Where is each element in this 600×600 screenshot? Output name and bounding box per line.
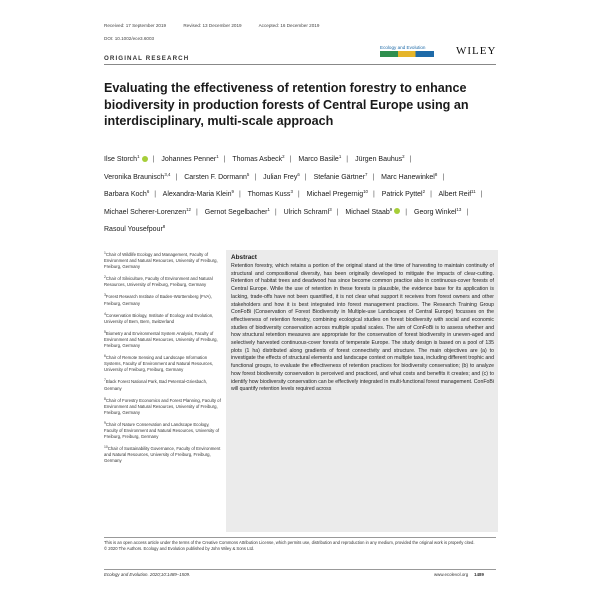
author-name[interactable]	[307, 191, 368, 198]
affiliation-text: Chair of Silviculture, Faculty of Environment and Natural Resources, University of Freiburg, Freiburg, Germany	[104, 276, 213, 288]
author-name-text: Jürgen Bauhus	[355, 156, 403, 163]
author-name-text: Julian Frey	[263, 173, 298, 181]
affiliation-number: 5	[104, 329, 106, 334]
author-separator: |	[372, 191, 375, 199]
author-name-text: Alexandra-Maria Klein	[162, 191, 232, 199]
author-separator: |	[223, 156, 226, 163]
author-name-text: Marc Hanewinkel	[381, 173, 435, 181]
author-separator: |	[238, 191, 241, 199]
affiliation-text: Chair of Remote Sensing and Landscape Information Systems, Faculty of Environment and Natural Resources, University of Freiburg, Freiburg, Germany	[104, 355, 214, 373]
author-affiliation-ref: 2	[402, 154, 405, 159]
affiliation-number: 3	[104, 293, 106, 298]
revised-date: Revised: 13 December 2019	[183, 23, 242, 28]
journal-reference: Ecology and Evolution. 2020;10:1489–1509.	[104, 572, 191, 577]
journal-url[interactable]: www.ecolevol.org	[434, 572, 469, 577]
author-name[interactable]	[163, 191, 234, 198]
author-name[interactable]	[345, 206, 400, 216]
author-separator: |	[346, 156, 349, 163]
author-name-text: Johannes Penner	[161, 156, 217, 163]
affiliation-number: 4	[104, 311, 106, 316]
author-name-text: Michael Scherer-Lorenzen	[104, 208, 187, 216]
author-affiliation-ref: 7	[364, 171, 368, 177]
author-affiliation-ref: 1	[137, 154, 140, 159]
affiliation-item	[104, 250, 221, 270]
author-name[interactable]	[104, 156, 148, 163]
abstract-box	[226, 250, 498, 532]
affiliation-text: Chair of Sustainability Governance, Faculty of Environment and Natural Resources, University of Freiburg, Freiburg, Germany	[104, 446, 221, 464]
author-affiliation-ref: 11	[471, 189, 476, 195]
journal-logo	[380, 45, 434, 57]
header-divider	[104, 64, 496, 65]
author-affiliation-ref: 8	[162, 224, 166, 230]
author-name-text: Ilse Storch	[104, 156, 138, 163]
author-separator: |	[430, 191, 432, 199]
author-separator: |	[442, 173, 445, 181]
author-name-text: Ulrich Schraml	[283, 208, 330, 216]
affiliation-item	[104, 420, 221, 440]
author-separator: |	[336, 208, 339, 216]
doi[interactable]: DOI: 10.1002/ece3.6003	[104, 36, 155, 41]
affiliation-item	[104, 292, 221, 306]
author-affiliation-ref: 3,4	[164, 171, 171, 177]
received-date: Received: 17 September 2019	[104, 23, 167, 28]
author-name[interactable]	[283, 206, 332, 216]
author-affiliation-ref: 1	[216, 154, 219, 159]
author-affiliation-ref: 10	[363, 189, 368, 195]
affiliation-number: 8	[104, 396, 106, 401]
affiliation-item	[104, 329, 221, 349]
author-name-text: Thomas Asbeck	[232, 156, 283, 163]
author-separator: |	[297, 191, 300, 199]
author-name[interactable]	[263, 171, 300, 181]
author-name[interactable]	[232, 156, 284, 163]
license-text: This is an open access article under the terms of the Creative Commons Attribution License, which permits use, distribution and reproduction in any medium, provided the original work is properly cited.	[104, 540, 475, 545]
affiliation-text: Forest Research Institute of Baden-Württemberg (FVA), Freiburg, Germany	[104, 294, 212, 306]
affiliation-item	[104, 396, 221, 416]
author-separator: |	[196, 208, 198, 216]
affiliation-text: Chair of Forestry Economics and Forest Planning, Faculty of Environment and Natural Resources, University of Freiburg, Freiburg, Germany	[104, 397, 221, 415]
footer-divider	[104, 569, 496, 570]
author-name-text: Georg Winkel	[414, 208, 457, 216]
article-title: Evaluating the effectiveness of retention forestry to enhance biodiversity in production forests of Central Europe using an interdisciplinary, multi-scale approach	[104, 81, 469, 128]
publication-dates	[104, 23, 335, 28]
author-name[interactable]	[104, 206, 191, 216]
copyright-text: © 2020 The Authors. Ecology and Evolution published by John Wiley & Sons Ltd.	[104, 545, 255, 551]
affiliation-number: 1	[104, 251, 106, 255]
author-separator: |	[274, 208, 277, 216]
author-name[interactable]	[414, 206, 462, 216]
author-affiliation-ref: 6	[146, 189, 150, 195]
author-affiliation-ref: 2	[422, 189, 426, 195]
author-name-text: Marco Basile	[298, 156, 339, 163]
affiliation-list	[104, 250, 221, 468]
affiliation-item	[104, 353, 221, 373]
author-affiliation-ref: 5	[246, 171, 250, 177]
author-name[interactable]	[438, 191, 475, 198]
author-affiliation-ref: 2	[282, 154, 285, 159]
affiliation-text: Chair of Wildlife Ecology and Management, Faculty of Environment and Natural Resources, University of Freiburg, Freiburg, Germany	[104, 252, 218, 270]
author-name-text: Thomas Kuss	[247, 191, 291, 199]
author-name[interactable]	[298, 156, 341, 163]
author-separator: |	[152, 156, 155, 163]
section-label: ORIGINAL RESEARCH	[104, 55, 190, 62]
affiliation-text: Biometry and Environmental System Analysis, Faculty of Environment and Natural Resources, University of Freiburg, Freiburg, Germany	[104, 330, 218, 349]
affiliation-number: 7	[104, 378, 106, 383]
author-name-text: Carsten F. Dormann	[184, 173, 247, 181]
orcid-icon[interactable]	[394, 208, 400, 214]
author-separator: |	[289, 156, 292, 163]
journal-logo-text: Ecology and Evolution	[380, 45, 426, 50]
author-separator: |	[409, 156, 412, 163]
orcid-icon[interactable]	[142, 156, 148, 162]
author-affiliation-ref: 8	[434, 171, 438, 177]
publisher-logo: WILEY	[456, 45, 497, 57]
affiliation-number: 6	[104, 354, 106, 359]
abstract-text: Retention forestry, which retains a portion of the original stand at the time of harvesting to maintain continuity of structural and compositional diversity, has been originally developed to mitigate the impacts of clear-cutting. Retention of habitat trees and deadwood has since become common practice also in continuous-cover forests of Central Europe. While the use of retention in these forests is plausible, the evidence base for its application is lacking, trade-offs have not been quantified, it is not clear what support it receives from forest owners and other stakeholders and how it is best integrated into forest management practices. The Research Training Group ConFoBi (Conservation of Forest Biodiversity in Multiple-use Landscapes of Central Europe) focusses on the effectiveness of retention forestry, combining ecological studies on forest biodiversity with social and economic studies of biodiversity conservation across multiple spatial scales. The aim of ConFoBi is to assess whether and how structural retention measures are appropriate for the conservation of forest biodiversity in uneven-aged and selectively harvested continuous-cover forests of temperate Europe. The study design is based on a pool of 135 plots (1 ha) distributed along gradients of forest connectivity and structure. The main objectives are (a) to investigate the effects of structural elements and landscape context on multiple taxa, including different trophic and functional groups, to evaluate the effectiveness of retention practices for biodiversity conservation; (b) to analyze how forest biodiversity conservation is perceived and practiced, and what costs and benefits it creates; and (c) to identify how biodiversity conservation can be effectively integrated in multi-functional forest management. ConFoBi will quantify retention levels required across	[231, 263, 494, 393]
affiliation-item	[104, 274, 221, 288]
affiliation-number: 2	[104, 275, 106, 280]
author-name[interactable]	[382, 191, 425, 198]
page-number: 1489	[474, 572, 484, 577]
author-separator: |	[466, 208, 469, 216]
affiliation-text: Chair of Nature Conservation and Landscape Ecology, Faculty of Environment and Natural Resources, University of Freiburg, Freiburg, Germany	[104, 421, 220, 440]
author-affiliation-ref: 3	[329, 206, 332, 212]
author-affiliation-ref: 1	[338, 154, 342, 159]
affiliation-number: 9	[104, 420, 106, 425]
author-name-text: Gernot Segelbacher	[204, 208, 268, 216]
author-name[interactable]	[381, 171, 438, 181]
author-name[interactable]	[104, 191, 149, 198]
author-affiliation-ref: 12	[186, 206, 191, 212]
author-name[interactable]	[248, 191, 293, 198]
author-list	[104, 150, 494, 238]
affiliation-item	[104, 377, 221, 391]
author-separator: |	[372, 173, 375, 181]
author-name[interactable]	[204, 206, 270, 216]
author-name-text: Rasoul Yousefpour	[104, 226, 163, 234]
author-name-text: Albert Reif	[438, 191, 472, 199]
footer-right	[434, 572, 484, 577]
affiliation-item	[104, 444, 221, 464]
affiliation-number: 10	[104, 445, 108, 450]
affiliation-text: Conservation Biology, Institute of Ecology and Evolution, University of Bern, Bern, Switzerland	[104, 312, 214, 324]
author-affiliation-ref: 1	[267, 206, 270, 212]
author-affiliation-ref: 9	[389, 206, 393, 212]
author-separator: |	[480, 191, 483, 199]
license-note	[104, 540, 496, 552]
author-separator: |	[254, 173, 257, 181]
author-name-text: Michael Pregernig	[306, 191, 364, 199]
affiliation-item	[104, 311, 221, 325]
author-name[interactable]	[104, 226, 165, 233]
author-affiliation-ref: 9	[231, 189, 234, 195]
author-affiliation-ref: 6	[297, 171, 300, 177]
author-name-text: Stefanie Gärtner	[313, 173, 365, 181]
journal-logo-bar	[380, 51, 434, 57]
accepted-date: Accepted: 16 December 2019	[258, 23, 320, 28]
author-separator: |	[405, 208, 408, 216]
author-name-text: Barbara Koch	[104, 191, 147, 199]
author-name[interactable]	[161, 156, 218, 163]
footnote-divider	[104, 537, 496, 538]
author-separator: |	[154, 191, 157, 199]
author-name[interactable]	[313, 171, 368, 181]
author-name-text: Michael Staab	[345, 208, 390, 216]
author-affiliation-ref: 3	[290, 189, 293, 195]
author-name[interactable]	[104, 171, 171, 181]
author-separator: |	[175, 173, 178, 181]
author-affiliation-ref: 13	[456, 206, 462, 212]
affiliation-text: Black Forest National Park, Bad Peterstal-Griesbach, Germany	[104, 379, 208, 391]
author-name[interactable]	[355, 156, 405, 163]
author-separator: |	[304, 173, 307, 181]
author-name-text: Patrick Pyttel	[381, 191, 423, 199]
author-name[interactable]	[184, 171, 250, 181]
abstract-heading: Abstract	[231, 254, 257, 261]
author-name-text: Veronika Braunisch	[104, 173, 165, 181]
